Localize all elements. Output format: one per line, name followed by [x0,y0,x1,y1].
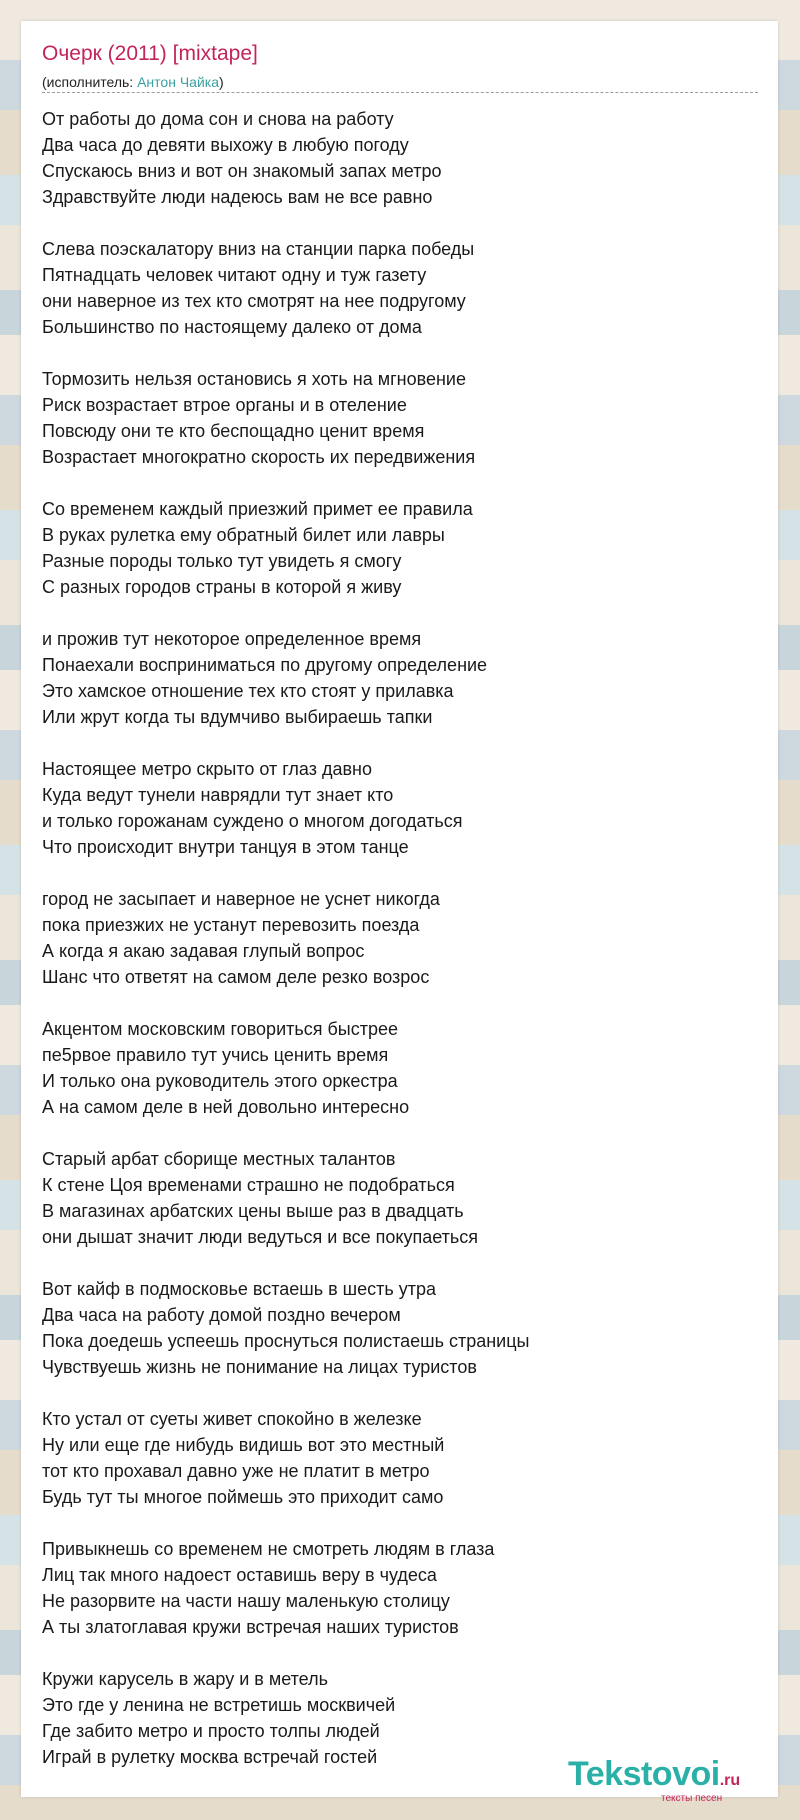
lyric-line: Куда ведут тунели наврядли тут знает кто [42,785,394,805]
stanza-gap [42,1250,762,1276]
lyric-line: Разные породы только тут увидеть я смогу [42,551,402,571]
lyric-line: В руках рулетка ему обратный билет или лавры [42,525,445,545]
lyric-line: Пятнадцать человек читают одну и туж газету [42,265,427,285]
lyric-line: город не засыпает и наверное не уснет никогда [42,889,440,909]
lyric-line: Будь тут ты многое поймешь это приходит само [42,1487,444,1507]
stanza-gap [42,990,762,1016]
lyric-line: Кто устал от суеты живет спокойно в железке [42,1409,422,1429]
lyric-line: Это где у ленина не встретишь москвичей [42,1695,396,1715]
lyric-line: Риск возрастает втрое органы и в отеление [42,395,407,415]
stanza-gap [42,860,762,886]
byline-prefix: (исполнитель: [42,74,138,90]
lyric-line: В магазинах арбатских цены выше раз в двадцать [42,1201,464,1221]
lyric-line: К стене Цоя временами страшно не подобраться [42,1175,455,1195]
lyric-line: Играй в рулетку москва встречай гостей [42,1747,378,1767]
lyric-line: Или жрут когда ты вдумчиво выбираешь тапки [42,707,433,727]
lyric-line: Вот кайф в подмосковье встаешь в шесть утра [42,1279,437,1299]
lyric-line: Не разорвите на части нашу маленькую столицу [42,1591,450,1611]
lyric-line: А на самом деле в ней довольно интересно [42,1097,410,1117]
title-divider [42,92,758,93]
lyric-line: они дышат значит люди ведуться и все покупаеться [42,1227,479,1247]
lyric-line: Это хамское отношение тех кто стоят у прилавка [42,681,454,701]
lyric-line: Два часа до девяти выхожу в любую погоду [42,135,409,155]
lyric-line: Настоящее метро скрыто от глаз давно [42,759,372,779]
lyrics-body [42,106,762,1770]
lyric-line: А ты златоглавая кружи встречая наших туристов [42,1617,459,1637]
lyric-line: Понаехали восприниматься по другому определение [42,655,488,675]
lyric-line: Тормозить нельзя остановись я хоть на мгновение [42,369,466,389]
stanza-gap [42,730,762,756]
lyric-line: Слева поэскалатору вниз на станции парка победы [42,239,475,259]
site-logo[interactable] [568,1757,740,1791]
stanza-gap [42,470,762,496]
lyric-line: Шанс что ответят на самом деле резко возрос [42,967,430,987]
lyric-line: они наверное из тех кто смотрят на нее подругому [42,291,466,311]
lyric-line: Два часа на работу домой поздно вечером [42,1305,401,1325]
artist-byline [42,74,224,90]
lyric-line: Повсюду они те кто беспощадно ценит время [42,421,425,441]
song-title: Очерк (2011) [mixtape] [42,42,258,65]
lyric-line: Лиц так много надоест оставишь веру в чудеса [42,1565,437,1585]
lyric-line: тот кто прохавал давно уже не платит в метро [42,1461,430,1481]
lyric-line: Старый арбат сборище местных талантов [42,1149,396,1169]
lyric-line: Со временем каждый приезжий примет ее правила [42,499,473,519]
lyric-line: Привыкнешь со временем не смотреть людям в глаза [42,1539,495,1559]
stanza-gap [42,340,762,366]
stanza-gap [42,1120,762,1146]
stanza-gap [42,210,762,236]
byline-suffix: ) [218,74,224,90]
lyrics-card [21,21,778,1804]
logo-tld: .ru [719,1772,741,1789]
lyric-line: Пока доедешь успеешь проснуться полистаешь страницы [42,1331,530,1351]
lyric-line: Кружи карусель в жару и в метель [42,1669,328,1689]
lyric-line: А когда я акаю задавая глупый вопрос [42,941,365,961]
logo-tagline: тексты песен [661,1793,723,1804]
artist-link[interactable]: Антон Чайка [137,74,219,90]
lyric-line: пока приезжих не устанут перевозить поезда [42,915,420,935]
lyric-line: и только горожанам суждено о многом догодаться [42,811,463,831]
lyric-line: Что происходит внутри танцуя в этом танце [42,837,409,857]
lyric-line: От работы до дома сон и снова на работу [42,109,394,129]
lyric-line: Ну или еще где нибудь видишь вот это местный [42,1435,445,1455]
lyric-line: пе5рвое правило тут учись ценить время [42,1045,389,1065]
stanza-gap [42,1640,762,1666]
stanza-gap [42,600,762,626]
lyric-line: Спускаюсь вниз и вот он знакомый запах метро [42,161,442,181]
lyric-line: Здравствуйте люди надеюсь вам не все равно [42,187,433,207]
lyric-line: Чувствуешь жизнь не понимание на лицах туристов [42,1357,477,1377]
lyric-line: Большинство по настоящему далеко от дома [42,317,422,337]
lyric-line: и прожив тут некоторое определенное время [42,629,422,649]
stanza-gap [42,1510,762,1536]
stanza-gap [42,1380,762,1406]
lyric-line: С разных городов страны в которой я живу [42,577,402,597]
lyric-line: Где забито метро и просто толпы людей [42,1721,380,1741]
lyric-line: Возрастает многократно скорость их передвижения [42,447,476,467]
logo-name: Tekstovoi [568,1755,720,1793]
lyric-line: Акцентом московским говориться быстрее [42,1019,399,1039]
lyric-line: И только она руководитель этого оркестра [42,1071,398,1091]
